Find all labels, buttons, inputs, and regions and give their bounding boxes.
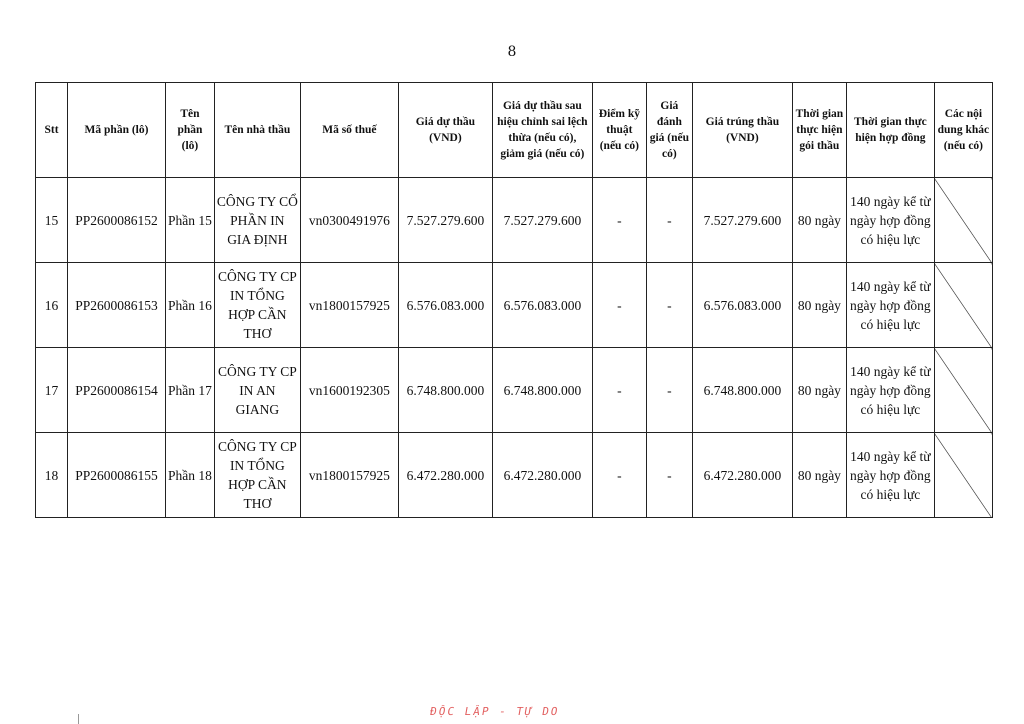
cell-nha-thau: CÔNG TY CP IN TỔNG HỢP CẦN THƠ: [214, 433, 300, 518]
cell-diem-ky-thuat: -: [592, 263, 646, 348]
cell-diem-ky-thuat: -: [592, 433, 646, 518]
header-gia-danh-gia: Giá đánh giá (nếu có): [646, 83, 692, 178]
cell-gia-trung-thau: 6.576.083.000: [692, 263, 792, 348]
cell-ma-phan: PP2600086152: [68, 178, 166, 263]
header-gia-trung-thau: Giá trúng thầu (VND): [692, 83, 792, 178]
cell-stt: 16: [36, 263, 68, 348]
cell-gia-du-thau: 7.527.279.600: [398, 178, 492, 263]
cell-tg-goi-thau: 80 ngày: [792, 263, 846, 348]
cell-gia-danh-gia: -: [646, 433, 692, 518]
cell-gia-danh-gia: -: [646, 348, 692, 433]
header-stt: Stt: [36, 83, 68, 178]
scan-edge-mark: [78, 714, 79, 724]
cell-ma-so-thue: vn1600192305: [300, 348, 398, 433]
cell-ma-phan: PP2600086154: [68, 348, 166, 433]
header-gia-sau-hieu-chinh: Giá dự thầu sau hiệu chỉnh sai lệch thừa (nếu có), giảm giá (nếu có): [492, 83, 592, 178]
header-gia-du-thau: Giá dự thầu (VND): [398, 83, 492, 178]
table-row: [36, 433, 993, 518]
cell-gia-sau-hieu-chinh: 6.576.083.000: [492, 263, 592, 348]
cell-ma-phan: PP2600086155: [68, 433, 166, 518]
cell-tg-hop-dong: 140 ngày kể từ ngày hợp đồng có hiệu lực: [846, 433, 934, 518]
cell-stt: 18: [36, 433, 68, 518]
header-ma-so-thue: Mã số thuế: [300, 83, 398, 178]
cell-tg-goi-thau: 80 ngày: [792, 178, 846, 263]
cell-gia-du-thau: 6.748.800.000: [398, 348, 492, 433]
table-row: [36, 348, 993, 433]
cell-tg-hop-dong: 140 ngày kể từ ngày hợp đồng có hiệu lực: [846, 263, 934, 348]
cell-gia-danh-gia: -: [646, 178, 692, 263]
cell-ten-phan: Phần 16: [166, 263, 215, 348]
cell-nha-thau: CÔNG TY CP IN AN GIANG: [214, 348, 300, 433]
header-noi-dung-khac: Các nội dung khác (nếu có): [934, 83, 992, 178]
cell-stt: 15: [36, 178, 68, 263]
cell-tg-hop-dong: 140 ngày kể từ ngày hợp đồng có hiệu lực: [846, 178, 934, 263]
table-row: [36, 178, 993, 263]
cell-noi-dung-khac-empty: [934, 348, 992, 433]
header-ten-phan: Tên phần (lô): [166, 83, 215, 178]
cell-tg-goi-thau: 80 ngày: [792, 348, 846, 433]
cell-gia-du-thau: 6.472.280.000: [398, 433, 492, 518]
cell-gia-danh-gia: -: [646, 263, 692, 348]
cell-ten-phan: Phần 18: [166, 433, 215, 518]
header-tg-goi-thau: Thời gian thực hiện gói thầu: [792, 83, 846, 178]
header-tg-hop-dong: Thời gian thực hiện hợp đồng: [846, 83, 934, 178]
cell-gia-trung-thau: 7.527.279.600: [692, 178, 792, 263]
cell-noi-dung-khac-empty: [934, 263, 992, 348]
cell-gia-trung-thau: 6.472.280.000: [692, 433, 792, 518]
cell-ma-so-thue: vn1800157925: [300, 433, 398, 518]
header-diem-ky-thuat: Điểm kỹ thuật (nếu có): [592, 83, 646, 178]
award-results-table: [35, 82, 993, 518]
header-ten-nha-thau: Tên nhà thầu: [214, 83, 300, 178]
cell-diem-ky-thuat: -: [592, 178, 646, 263]
cell-gia-sau-hieu-chinh: 7.527.279.600: [492, 178, 592, 263]
cell-tg-goi-thau: 80 ngày: [792, 433, 846, 518]
cell-gia-trung-thau: 6.748.800.000: [692, 348, 792, 433]
cell-ma-so-thue: vn1800157925: [300, 263, 398, 348]
cell-gia-sau-hieu-chinh: 6.472.280.000: [492, 433, 592, 518]
cell-noi-dung-khac-empty: [934, 178, 992, 263]
cell-diem-ky-thuat: -: [592, 348, 646, 433]
table-header-row: [36, 83, 993, 178]
cell-nha-thau: CÔNG TY CỔ PHẦN IN GIA ĐỊNH: [214, 178, 300, 263]
cell-noi-dung-khac-empty: [934, 433, 992, 518]
cell-stt: 17: [36, 348, 68, 433]
cell-gia-du-thau: 6.576.083.000: [398, 263, 492, 348]
page-number: 8: [507, 44, 517, 60]
red-stamp-fragment: ĐỘC LẬP - TỰ DO: [428, 705, 561, 718]
header-ma-phan: Mã phần (lô): [68, 83, 166, 178]
cell-nha-thau: CÔNG TY CP IN TỔNG HỢP CẦN THƠ: [214, 263, 300, 348]
cell-ma-phan: PP2600086153: [68, 263, 166, 348]
cell-tg-hop-dong: 140 ngày kể từ ngày hợp đồng có hiệu lực: [846, 348, 934, 433]
cell-ten-phan: Phần 15: [166, 178, 215, 263]
table-row: [36, 263, 993, 348]
cell-ma-so-thue: vn0300491976: [300, 178, 398, 263]
cell-gia-sau-hieu-chinh: 6.748.800.000: [492, 348, 592, 433]
cell-ten-phan: Phần 17: [166, 348, 215, 433]
